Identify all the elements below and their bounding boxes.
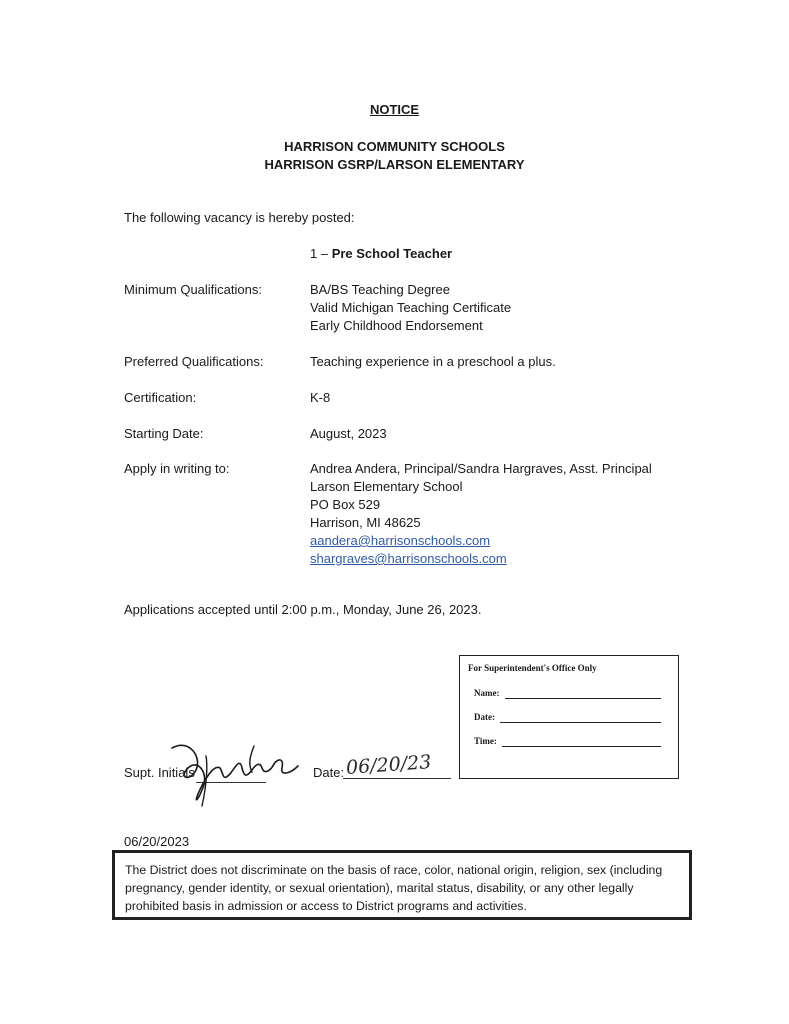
cert-label: Certification: (124, 390, 197, 405)
office-box-title: For Superintendent's Office Only (468, 663, 597, 673)
office-date-line (500, 722, 661, 723)
intro-text: The following vacancy is hereby posted: (124, 210, 355, 225)
min-qual-item: Valid Michigan Teaching Certificate (310, 300, 512, 315)
min-qual-label: Minimum Qualifications: (124, 282, 262, 297)
min-qual-item: Early Childhood Endorsement (310, 318, 483, 333)
min-qual-item: BA/BS Teaching Degree (310, 282, 450, 297)
deadline-text: Applications accepted until 2:00 p.m., Monday, June 26, 2023. (124, 602, 482, 617)
email-link-asst-principal[interactable]: shargraves@harrisonschools.com (310, 551, 507, 566)
cert-value: K-8 (310, 390, 331, 405)
apply-line: PO Box 529 (310, 497, 381, 512)
office-name-label: Name: (474, 688, 500, 698)
min-qual-list (310, 281, 511, 335)
office-use-box (459, 655, 679, 779)
office-time-label: Time: (474, 736, 497, 746)
start-date-value: August, 2023 (310, 426, 387, 441)
position-name: Pre School Teacher (331, 246, 453, 261)
disclaimer-text: The District does not discriminate on the basis of race, color, national origin, religion, sex (including pregnancy, gender identity, or sexual orientation), marital status, disability, or any other legally prohibited basis in admission or access to District programs and activities. (125, 863, 663, 913)
position-title (310, 245, 452, 263)
signature-initials (150, 728, 310, 808)
pref-qual-label: Preferred Qualifications: (124, 354, 264, 369)
posted-date: 06/20/2023 (124, 834, 190, 849)
email-link-principal[interactable]: aandera@harrisonschools.com (310, 533, 491, 548)
apply-address (310, 460, 652, 568)
school-name: HARRISON GSRP/LARSON ELEMENTARY (264, 157, 525, 172)
handwritten-date: 06/20/23 (345, 751, 433, 779)
supt-initials-label: Supt. Initials (124, 765, 195, 780)
position-prefix: 1 – (310, 246, 332, 261)
sig-date-label: Date: (313, 765, 345, 780)
nondiscrimination-notice (112, 850, 692, 920)
apply-line: Andrea Andera, Principal/Sandra Hargraves, Asst. Principal (310, 461, 652, 476)
org-name: HARRISON COMMUNITY SCHOOLS (284, 139, 505, 154)
office-time-line (502, 746, 661, 747)
apply-line: Larson Elementary School (310, 479, 463, 494)
start-date-label: Starting Date: (124, 426, 204, 441)
office-name-line (505, 698, 661, 699)
apply-label: Apply in writing to: (124, 461, 230, 476)
sig-date-line (343, 778, 451, 779)
apply-line: Harrison, MI 48625 (310, 515, 421, 530)
pref-qual-value: Teaching experience in a preschool a plus. (310, 354, 556, 369)
office-date-label: Date: (474, 712, 495, 722)
notice-heading: NOTICE (369, 102, 420, 117)
